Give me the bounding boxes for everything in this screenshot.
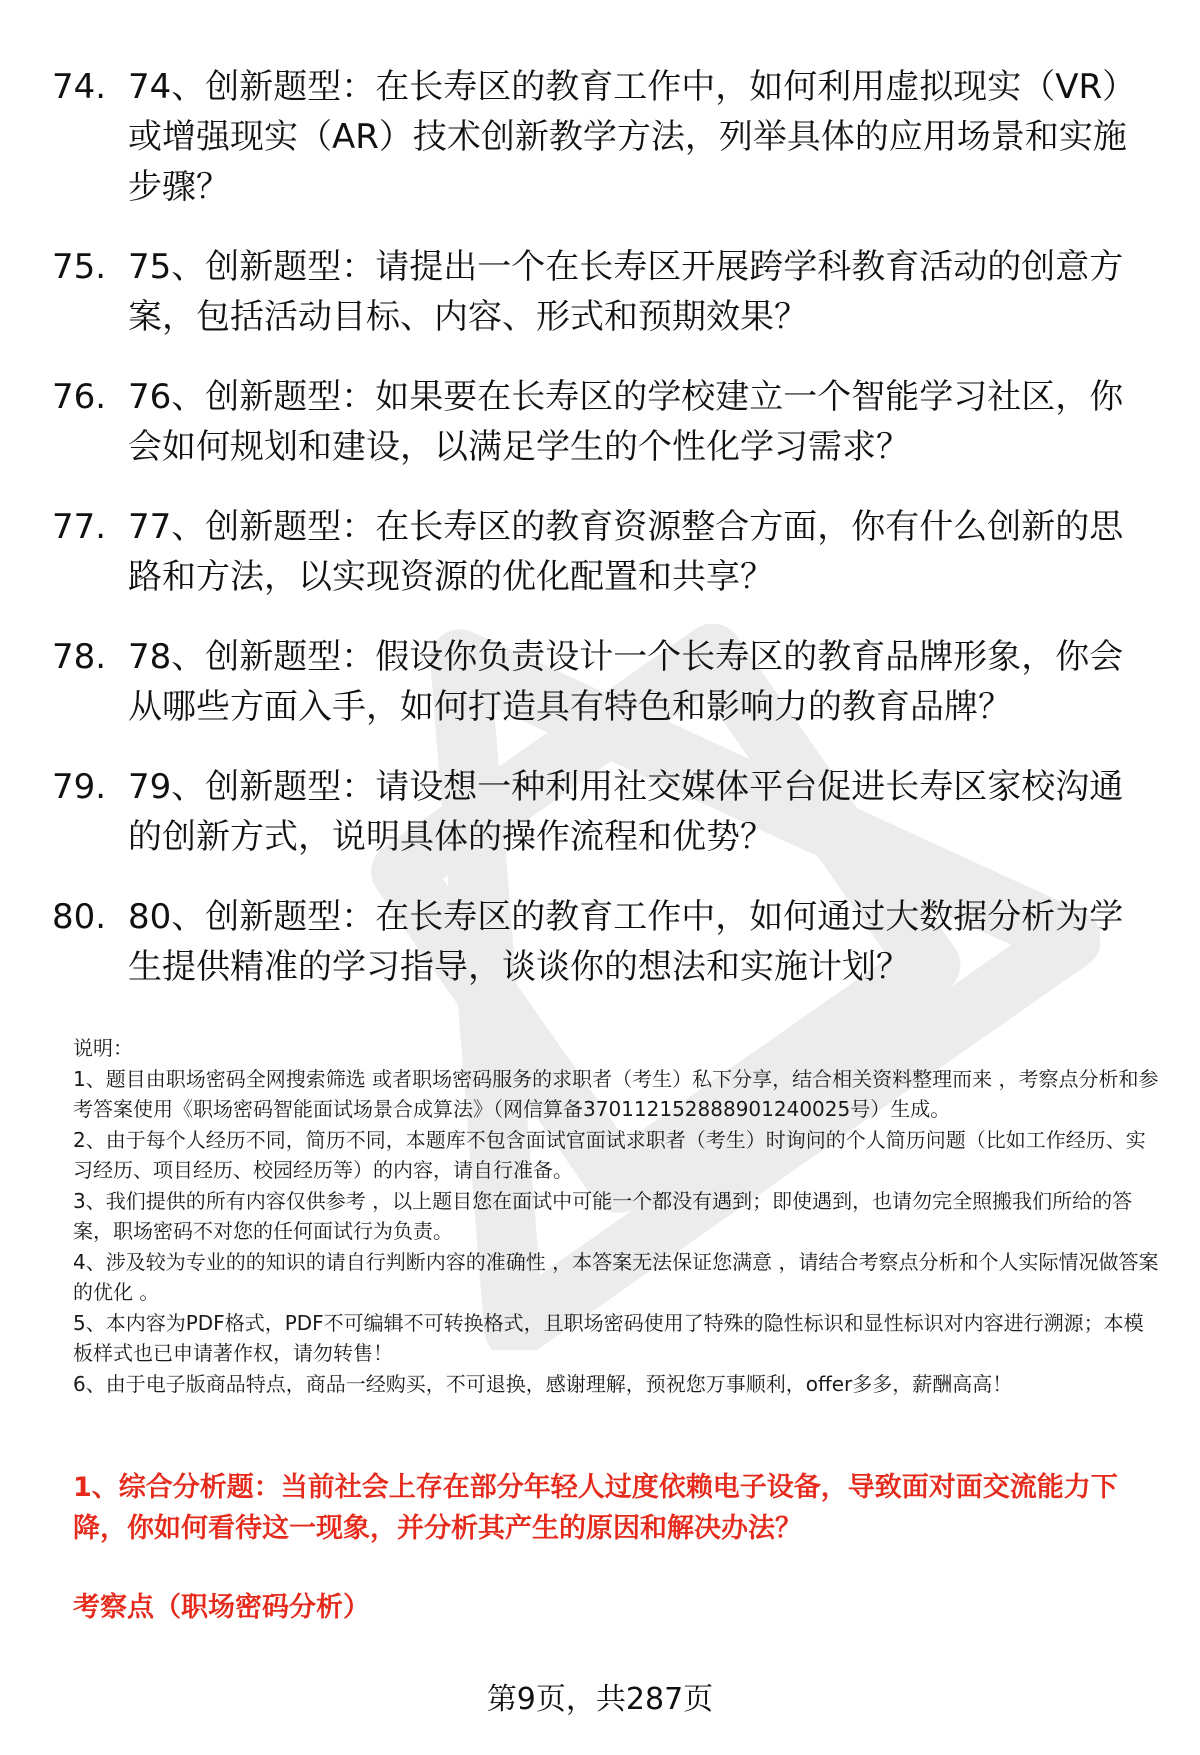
question-number: 79. xyxy=(52,767,107,807)
note-item: 4、涉及较为专业的的知识的请自行判断内容的准确性 ，本答案无法保证您满意 ，请结合考察点分析和个人实际情况做答案的优化 。 xyxy=(73,1249,1159,1304)
question-item xyxy=(52,632,1152,732)
analysis-heading: 考察点（职场密码分析） xyxy=(73,1592,370,1623)
question-number: 80. xyxy=(52,897,107,937)
question-text: 79、创新题型：请设想一种利用社交媒体平台促进长寿区家校沟通的创新方式，说明具体的操作流程和优势？ xyxy=(128,767,1124,857)
analysis-question: 1、综合分析题：当前社会上存在部分年轻人过度依赖电子设备，导致面对面交流能力下降，你如何看待这一现象，并分析其产生的原因和解决办法？ xyxy=(73,1472,1118,1544)
question-number: 75. xyxy=(52,247,107,287)
note-item: 6、由于电子版商品特点，商品一经购买，不可退换，感谢理解，预祝您万事顺利，offer多多，薪酬高高！ xyxy=(73,1371,1013,1396)
note-item: 1、题目由职场密码全网搜索筛选 或者职场密码服务的求职者（考生）私下分享，结合相关资料整理而来 ，考察点分析和参考答案使用《职场密码智能面试场景合成算法》（网信算备370112152888901240025号）生成。 xyxy=(73,1066,1159,1121)
question-item xyxy=(52,502,1152,602)
question-item xyxy=(52,242,1152,342)
question-text: 76、创新题型：如果要在长寿区的学校建立一个智能学习社区，你会如何规划和建设，以满足学生的个性化学习需求？ xyxy=(128,377,1124,467)
question-number: 78. xyxy=(52,637,107,677)
note-item: 5、本内容为PDF格式，PDF不可编辑不可转换格式，且职场密码使用了特殊的隐性标识和显性标识对内容进行溯源；本模板样式也已申请著作权，请勿转售！ xyxy=(73,1310,1144,1365)
question-text: 74、创新题型：在长寿区的教育工作中，如何利用虚拟现实（VR）或增强现实（AR）技术创新教学方法，列举具体的应用场景和实施步骤？ xyxy=(128,67,1137,207)
notes-section xyxy=(73,1033,1163,1399)
note-item: 3、我们提供的所有内容仅供参考 ，以上题目您在面试中可能一个都没有遇到；即使遇到，也请勿完全照搬我们所给的答案，职场密码不对您的任何面试行为负责。 xyxy=(73,1188,1133,1243)
question-item xyxy=(52,892,1152,992)
question-number: 77. xyxy=(52,507,107,547)
note-item: 2、由于每个人经历不同，简历不同，本题库不包含面试官面试求职者（考生）时询问的个人简历问题（比如工作经历、实习经历、项目经历、校园经历等）的内容，请自行准备。 xyxy=(73,1127,1146,1182)
question-text: 80、创新题型：在长寿区的教育工作中，如何通过大数据分析为学生提供精准的学习指导，谈谈你的想法和实施计划？ xyxy=(128,897,1124,987)
analysis-section xyxy=(73,1467,1153,1628)
question-item xyxy=(52,372,1152,472)
question-text: 77、创新题型：在长寿区的教育资源整合方面，你有什么创新的思路和方法，以实现资源的优化配置和共享？ xyxy=(128,507,1124,597)
question-number: 76. xyxy=(52,377,107,417)
notes-heading: 说明： xyxy=(73,1036,133,1060)
page-number: 第9页，共287页 xyxy=(486,1682,714,1717)
question-item xyxy=(52,762,1152,862)
question-number: 74. xyxy=(52,67,107,107)
question-text: 75、创新题型：请提出一个在长寿区开展跨学科教育活动的创意方案，包括活动目标、内容、形式和预期效果？ xyxy=(128,247,1124,337)
question-item xyxy=(52,62,1152,212)
question-list xyxy=(52,62,1152,1022)
question-text: 78、创新题型：假设你负责设计一个长寿区的教育品牌形象，你会从哪些方面入手，如何打造具有特色和影响力的教育品牌？ xyxy=(128,637,1124,727)
